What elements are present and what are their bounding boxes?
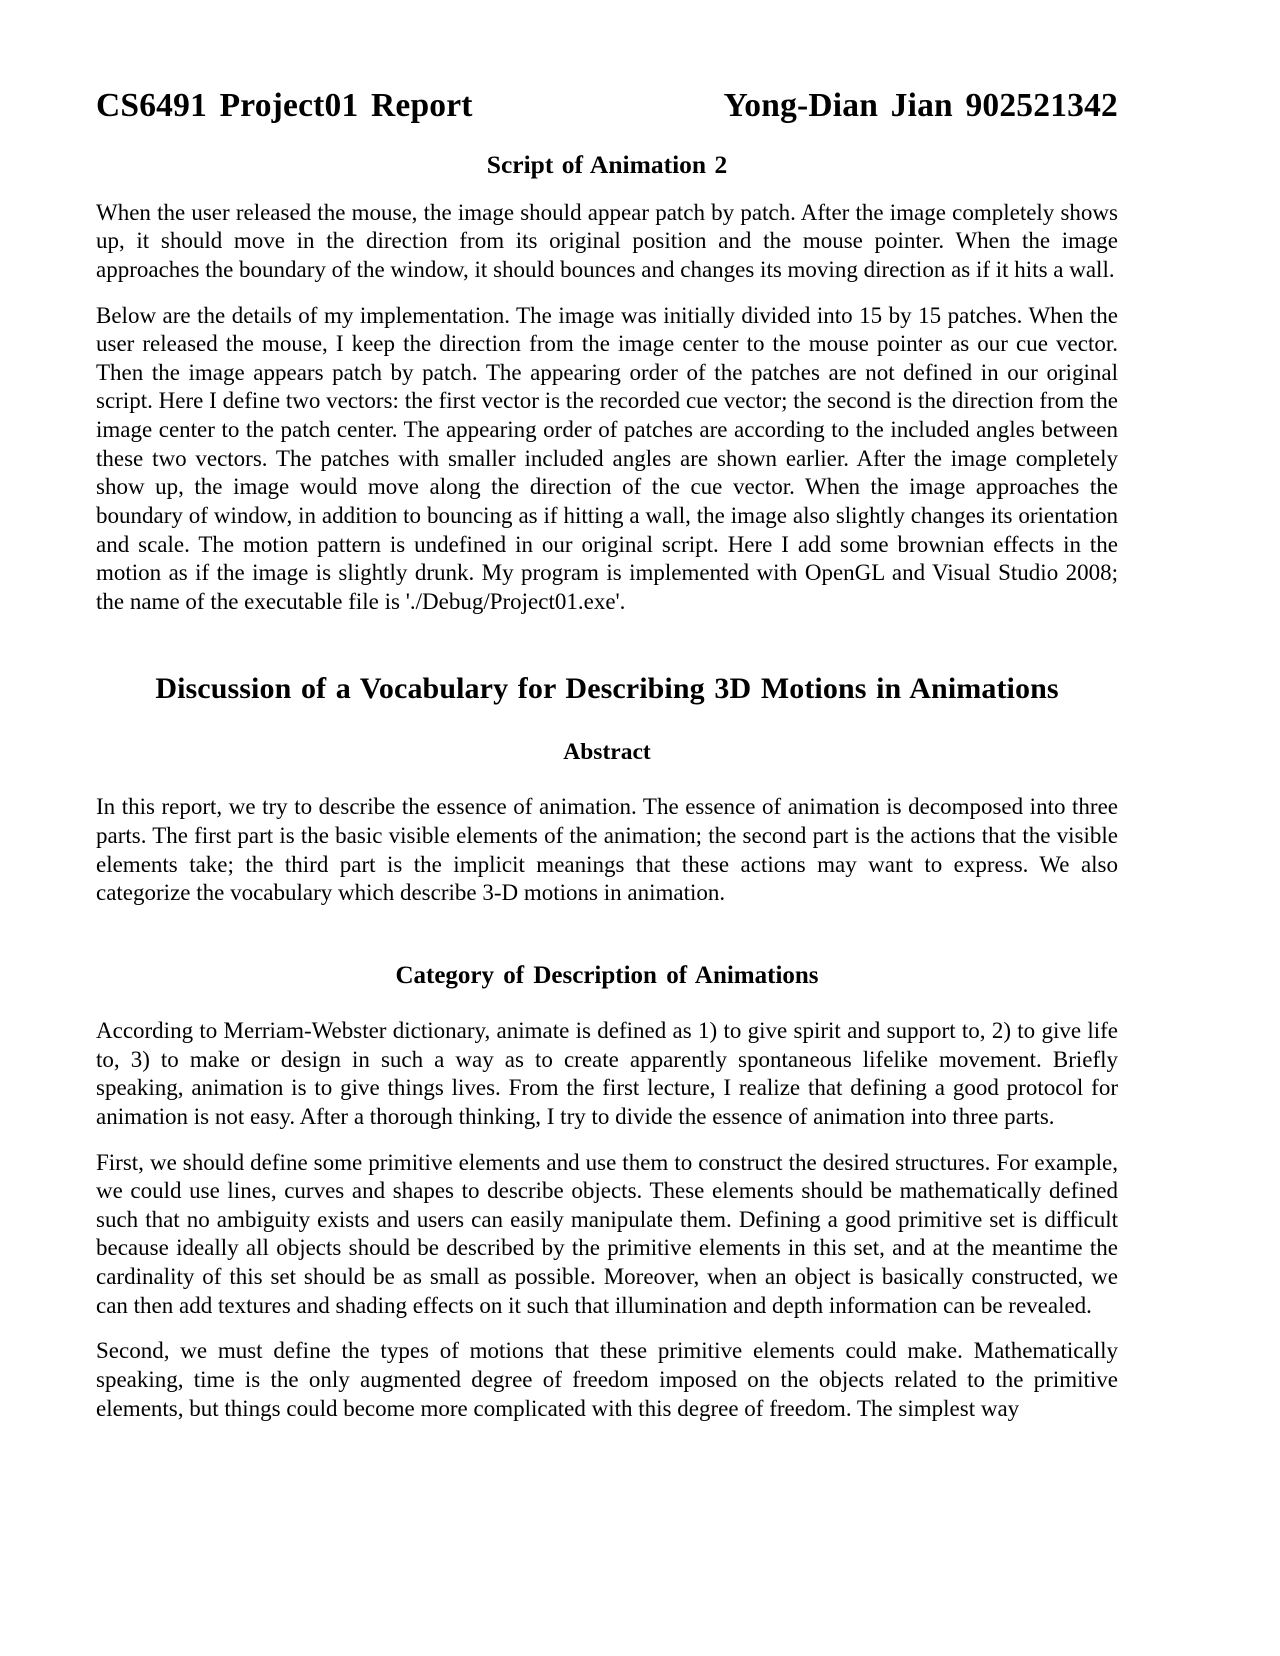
document-header [96,86,1118,127]
paragraph: When the user released the mouse, the image should appear patch by patch. After the image completely shows up, it should move in the direction from its original position and the mouse pointer. When the image approaches the boundary of the window, it should bounces and changes its moving direction as if it hits a wall. [96,199,1118,282]
author-and-id: Yong-Dian Jian 902521342 [723,87,1118,124]
section-heading-category-of-description: Category of Description of Animations [395,961,819,989]
paragraph: First, we should define some primitive elements and use them to construct the desired structures. For example, we could use lines, curves and shapes to describe objects. These elements should be mathematically defined such that no ambiguity exists and users can easily manipulate them. Defining a good primitive set is difficult because ideally all objects should be described by the primitive elements in this set, and at the meantime the cardinality of this set should be as small as possible. Moreover, when an object is basically constructed, we can then add textures and shading effects on it such that illumination and depth information can be revealed. [96,1149,1118,1318]
paragraph: Second, we must define the types of motions that these primitive elements could make. Mathematically speaking, time is the only augmented degree of freedom imposed on the objects related to the primitive elements, but things could become more complicated with this degree of freedom. The simplest way [96,1338,1118,1421]
section-heading-abstract: Abstract [563,738,651,765]
page-content-column [96,86,1118,1423]
report-title: CS6491 Project01 Report [96,87,473,124]
paragraph: According to Merriam-Webster dictionary, animate is defined as 1) to give spirit and support to, 2) to give life to, 3) to make or design in such a way as to create apparently spontaneous lifelike movement. Briefly speaking, animation is to give things lives. From the first lecture, I realize that defining a good protocol for animation is not easy. After a thorough thinking, I try to divide the essence of animation into three parts. [96,1018,1118,1129]
section-heading-script-of-animation-2: Script of Animation 2 [486,149,728,179]
paragraph: In this report, we try to describe the essence of animation. The essence of animation is decomposed into three parts. The first part is the basic visible elements of the animation; the second part is the actions that the visible elements take; the third part is the implicit meanings that these actions may want to express. We also categorize the vocabulary which describe 3-D motions in animation. [96,794,1118,906]
paragraph: Below are the details of my implementation. The image was initially divided into 15 by 15 patches. When the user released the mouse, I keep the direction from the image center to the mouse pointer as our cue vector. Then the image appears patch by patch. The appearing order of the patches are not defined in our original script. Here I define two vectors: the first vector is the recorded cue vector; the second is the direction from the image center to the patch center. The appearing order of patches are according to the included angles between these two vectors. The patches with smaller included angles are shown earlier. After the image completely show up, the image would move along the direction of the cue vector. When the image approaches the boundary of window, in addition to bouncing as if hitting a wall, the image also slightly changes its orientation and scale. The motion pattern is undefined in our original script. Here I add some brownian effects in the motion as if the image is slightly drunk. My program is implemented with OpenGL and Visual Studio 2008; the name of the executable file is './Debug/Project01.exe'. [96,302,1118,614]
section-heading-discussion-vocabulary: Discussion of a Vocabulary for Describing 3D Motions in Animations [155,672,1059,706]
